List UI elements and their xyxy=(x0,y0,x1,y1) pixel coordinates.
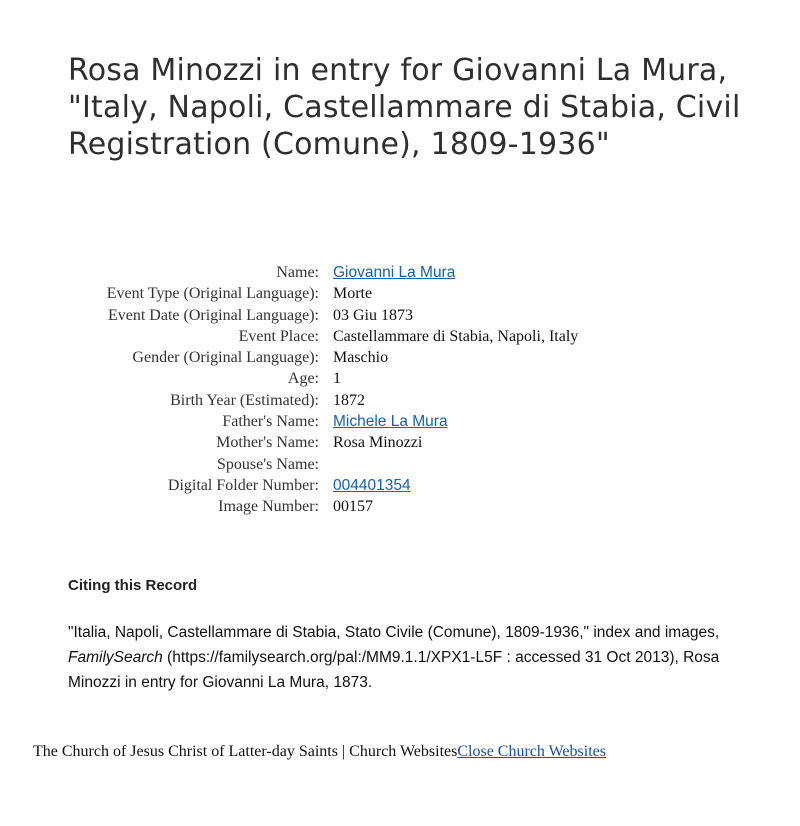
age-value: 1 xyxy=(333,370,341,388)
table-row xyxy=(0,326,800,347)
table-row xyxy=(0,411,800,432)
birth-year-value: 1872 xyxy=(333,391,365,409)
event-type-value: Morte xyxy=(333,285,373,303)
event-place-label: Event Place: xyxy=(238,327,319,345)
event-date-value: 03 Giu 1873 xyxy=(333,306,413,324)
close-church-websites-link[interactable]: Close Church Websites xyxy=(457,743,606,760)
table-row xyxy=(0,347,800,368)
birth-year-label: Birth Year (Estimated): xyxy=(170,391,319,409)
citation-part-1: "Italia, Napoli, Castellammare di Stabia, Stato Civile (Comune), 1809-1936," index and images, xyxy=(68,624,720,641)
table-row xyxy=(0,368,800,389)
table-row xyxy=(0,390,800,411)
citation-part-2: (https://familysearch.org/pal:/MM9.1.1/XPX1-L5F : accessed 31 Oct 2013), Rosa Minozzi in entry for Giovanni La Mura, 1873. xyxy=(68,649,720,691)
table-row xyxy=(0,432,800,453)
name-label: Name: xyxy=(276,264,319,281)
spouse-name-value xyxy=(319,454,800,475)
table-row xyxy=(0,475,800,496)
father-name-link[interactable]: Michele La Mura xyxy=(333,413,448,431)
gender-value: Maschio xyxy=(333,349,389,367)
footer xyxy=(33,741,633,763)
image-number-value: 00157 xyxy=(333,498,373,516)
table-row xyxy=(0,496,800,517)
table-row xyxy=(0,262,800,283)
table-row xyxy=(0,283,800,304)
event-date-label: Event Date (Original Language): xyxy=(107,306,319,324)
footer-text: The Church of Jesus Christ of Latter-day Saints | Church Websites xyxy=(33,743,458,760)
citation-text xyxy=(68,620,758,695)
table-row xyxy=(0,454,800,475)
digital-folder-link[interactable]: 004401354 xyxy=(333,476,411,494)
name-link[interactable]: Giovanni La Mura xyxy=(333,264,456,281)
spouse-name-label: Spouse's Name: xyxy=(217,455,319,473)
event-type-label: Event Type (Original Language): xyxy=(106,285,319,303)
event-place-value: Castellammare di Stabia, Napoli, Italy xyxy=(333,327,579,345)
image-number-label: Image Number: xyxy=(218,498,319,516)
father-name-label: Father's Name: xyxy=(222,413,319,431)
mother-name-label: Mother's Name: xyxy=(216,434,319,452)
gender-label: Gender (Original Language): xyxy=(132,349,319,367)
mother-name-value: Rosa Minozzi xyxy=(333,434,423,452)
citation-source: FamilySearch xyxy=(68,649,163,666)
citation-heading: Citing this Record xyxy=(68,577,198,594)
table-row xyxy=(0,305,800,326)
digital-folder-label: Digital Folder Number: xyxy=(167,476,319,494)
record-details-table xyxy=(0,262,800,518)
age-label: Age: xyxy=(287,370,319,388)
page-title: Rosa Minozzi in entry for Giovanni La Mura, "Italy, Napoli, Castellammare di Stabia, Civil Registration (Comune), 1809-1936" xyxy=(68,53,741,162)
